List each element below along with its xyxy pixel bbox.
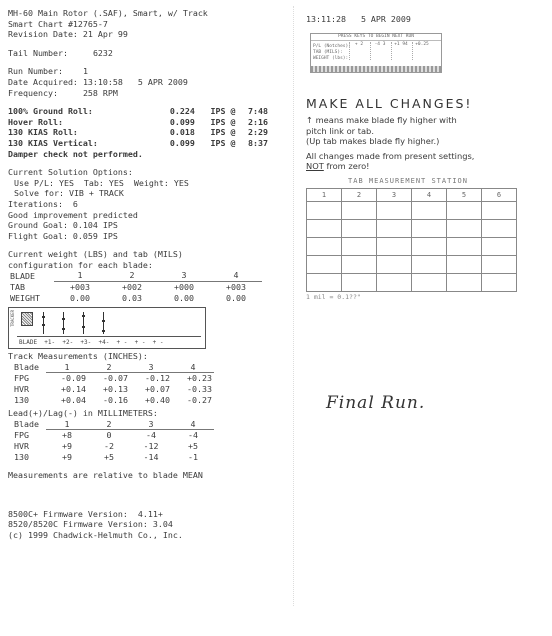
- leadlag-cell: +5: [188, 441, 198, 451]
- roll-row: [8, 138, 268, 149]
- roll-clock: 2:29: [248, 127, 268, 138]
- stamp-cell: -4 3: [370, 42, 389, 60]
- stamp-bottom-band: [311, 66, 441, 72]
- track-cell: +0.40: [145, 394, 170, 405]
- config-title-line2: configuration for each blade:: [8, 259, 153, 270]
- roll-unit: IPS @: [210, 137, 236, 148]
- strip-mark: [62, 328, 65, 330]
- grid-cell: [447, 274, 482, 292]
- blade-number: 3: [158, 270, 210, 281]
- leadlag-cell: +5: [104, 451, 114, 462]
- grid-cell: [307, 238, 342, 256]
- grid-cell: [482, 202, 517, 220]
- grid-cell: [447, 256, 482, 274]
- track-cell: -0.16: [103, 394, 128, 405]
- track-cell: +0.14: [61, 384, 86, 395]
- leadlag-row: [8, 452, 214, 463]
- track-blade-number: 4: [172, 362, 214, 373]
- roll-clock: 2:16: [248, 116, 268, 127]
- run-number-row: [8, 66, 286, 77]
- grid-cell: [447, 238, 482, 256]
- roll-label: 130 KIAS Roll:: [8, 127, 78, 138]
- grid-row: [307, 274, 517, 292]
- grid-row: [307, 202, 517, 220]
- roll-label: Hover Roll:: [8, 116, 63, 127]
- grid-footnote: 1 mil = 0.1??": [306, 293, 361, 302]
- frequency-row: [8, 88, 286, 99]
- grid-cell: [482, 274, 517, 292]
- grid-cell: [482, 256, 517, 274]
- make-all-changes-heading: MAKE ALL CHANGES!: [306, 95, 473, 111]
- date-acquired-value: 13:10:58 5 APR 2009: [82, 76, 188, 87]
- grid-cell: [342, 220, 377, 238]
- grid-header-cell: 4: [412, 189, 447, 202]
- roll-row: [8, 106, 268, 117]
- stamp-cell: + 2: [349, 42, 368, 60]
- leadlag-row: [8, 430, 214, 441]
- track-cell: +0.04: [61, 394, 86, 405]
- run-number-value: 1: [82, 66, 88, 77]
- roll-clock: 7:48: [248, 106, 268, 117]
- flight-goal-line: Flight Goal: 0.059 IPS: [8, 230, 118, 241]
- roll-unit: IPS @: [210, 116, 236, 127]
- tab-measurement-grid: [306, 188, 517, 292]
- track-blade-number: 1: [46, 362, 88, 373]
- config-cell: +002: [122, 282, 142, 293]
- grid-row: [307, 220, 517, 238]
- track-cell: +0.07: [145, 384, 170, 395]
- grid-row: [307, 256, 517, 274]
- note-line-1: ↑ means make blade fly higher with: [306, 115, 457, 126]
- copyright-line: (c) 1999 Chadwick-Helmuth Co., Inc.: [8, 529, 183, 540]
- tail-number-row: [8, 48, 286, 59]
- leadlag-row-label: 130: [14, 451, 29, 462]
- ground-goal-line: Ground Goal: 0.104 IPS: [8, 220, 118, 231]
- config-row: [8, 293, 262, 304]
- track-row: [8, 384, 214, 395]
- leadlag-blade-number: 4: [172, 419, 214, 430]
- track-row: [8, 395, 214, 406]
- grid-cell: [307, 220, 342, 238]
- strip-side-label: TRACKER: [10, 310, 15, 328]
- grid-header-cell: 3: [377, 189, 412, 202]
- config-row-label: WEIGHT: [10, 292, 40, 303]
- right-column: [306, 14, 546, 413]
- grid-cell: [377, 256, 412, 274]
- config-cell: 0.00: [226, 292, 246, 303]
- blade-number: 2: [106, 270, 158, 281]
- track-row-label: 130: [14, 394, 29, 405]
- grid-cell: [482, 220, 517, 238]
- roll-label: 100% Ground Roll:: [8, 106, 93, 117]
- strip-mark: [102, 330, 105, 332]
- blade-number: 4: [210, 270, 262, 281]
- track-cell: +0.13: [103, 384, 128, 395]
- track-blade-label: Blade: [14, 362, 39, 373]
- track-cell: -0.07: [103, 373, 128, 384]
- firmware-line-1: 8500C+ Firmware Version: 4.11+: [8, 508, 163, 519]
- stamp-row-label: WEIGHT (lbs):: [313, 55, 349, 61]
- date-acquired-label: Date Acquired:: [8, 76, 78, 87]
- right-timestamp: 13:11:28 5 APR 2009: [306, 14, 411, 24]
- stamp-cell: +0.25: [412, 42, 431, 60]
- damper-note: Damper check not performed.: [8, 148, 143, 159]
- next-run-stamp: [310, 33, 442, 73]
- track-blade-number: 3: [130, 362, 172, 373]
- grid-header-cell: 2: [342, 189, 377, 202]
- track-header-row: [8, 362, 214, 373]
- strip-mark: [82, 315, 85, 317]
- grid-cell: [412, 238, 447, 256]
- config-cell: +003: [226, 282, 246, 293]
- note-line-3: (Up tab makes blade fly higher.): [306, 136, 440, 147]
- handwritten-note: Final Run.: [326, 393, 426, 413]
- leadlag-cell: -4: [146, 430, 156, 441]
- grid-cell: [342, 202, 377, 220]
- track-cell: -0.33: [187, 384, 212, 395]
- config-cell: 0.03: [122, 292, 142, 303]
- config-cell: 0.00: [174, 292, 194, 303]
- strip-mark: [62, 318, 65, 320]
- left-column: [8, 8, 286, 541]
- strip-blade-line: BLADE +1- +2- +3- +4- + - + - + -: [19, 339, 164, 347]
- blade-header-label: BLADE: [10, 270, 35, 281]
- grid-header-cell: 5: [447, 189, 482, 202]
- solution-options-title: Current Solution Options:: [8, 167, 133, 178]
- track-strip-graphic: [8, 307, 206, 349]
- strip-mark: [42, 316, 45, 318]
- tail-number-label: Tail Number:: [8, 47, 68, 58]
- leadlag-cell: +8: [62, 430, 72, 441]
- frequency-label: Frequency:: [8, 87, 58, 98]
- improvement-line: Good improvement predicted: [8, 209, 138, 220]
- grid-cell: [447, 220, 482, 238]
- config-row: [8, 282, 262, 293]
- leadlag-blade-label: Blade: [14, 419, 39, 430]
- track-cell: -0.09: [61, 373, 86, 384]
- track-blade-number: 2: [88, 362, 130, 373]
- relative-note: Measurements are relative to blade MEAN: [8, 470, 203, 481]
- note-line-5-rest: from zero!: [323, 161, 370, 172]
- leadlag-cell: -1: [188, 451, 198, 462]
- grid-cell: [307, 202, 342, 220]
- leadlag-row-label: FPG: [14, 430, 29, 441]
- run-number-label: Run Number:: [8, 66, 63, 77]
- track-cell: -0.27: [187, 394, 212, 405]
- grid-cell: [377, 220, 412, 238]
- leadlag-cell: -12: [143, 441, 159, 451]
- grid-cell: [307, 256, 342, 274]
- grid-header-cell: 1: [307, 189, 342, 202]
- note-line-2: pitch link or tab.: [306, 125, 374, 136]
- stamp-cells: [349, 42, 437, 62]
- leadlag-header-row: [8, 419, 214, 430]
- report-title: MH-60 Main Rotor (.SAF), Smart, w/ Track: [8, 8, 208, 18]
- config-header-row: [8, 270, 262, 281]
- roll-unit: IPS @: [210, 127, 236, 138]
- tail-number-value: 6232: [92, 47, 113, 58]
- stamp-row-label: P/L (Notches):: [313, 43, 351, 49]
- config-title-line1: Current weight (LBS) and tab (MILS): [8, 249, 183, 260]
- strip-bar: [63, 312, 64, 334]
- not-emphasis: NOT: [306, 161, 324, 172]
- grid-cell: [377, 238, 412, 256]
- grid-cell: [377, 202, 412, 220]
- solve-for-line: Solve for: VIB + TRACK: [14, 188, 124, 199]
- grid-header-cell: 6: [482, 189, 517, 202]
- track-title: Track Measurements (INCHES):: [8, 351, 148, 362]
- tab-grid-title: TAB MEASUREMENT STATION: [348, 176, 468, 185]
- stamp-title: PRESS KEYS TO BEGIN NEXT RUN: [311, 34, 441, 41]
- grid-cell: [377, 274, 412, 292]
- leadlag-cell: +9: [62, 451, 72, 462]
- track-row-label: HVR: [14, 384, 29, 395]
- stamp-cell: +1 94: [391, 42, 410, 60]
- strip-logo-icon: [21, 312, 33, 326]
- note-line-5: [306, 161, 546, 172]
- leadlag-blade-number: 2: [88, 419, 130, 430]
- grid-cell: [447, 202, 482, 220]
- smart-chart-line: Smart Chart #12765-7: [8, 18, 108, 29]
- leadlag-table: [8, 419, 214, 462]
- grid-cell: [482, 238, 517, 256]
- track-table: [8, 362, 214, 405]
- leadlag-blade-number: 1: [46, 419, 88, 430]
- grid-cell: [412, 202, 447, 220]
- config-row-label: TAB: [10, 281, 25, 292]
- roll-value: 0.224: [169, 106, 195, 117]
- date-acquired-row: [8, 77, 286, 88]
- grid-cell: [342, 274, 377, 292]
- stamp-row-labels: [313, 44, 351, 62]
- leadlag-blade-number: 3: [130, 419, 172, 430]
- firmware-line-2: 8520/8520C Firmware Version: 3.04: [8, 519, 173, 530]
- roll-row: [8, 127, 268, 138]
- frequency-value: 258 RPM: [82, 87, 118, 98]
- leadlag-cell: -4: [188, 430, 198, 441]
- track-cell: +0.23: [187, 373, 212, 384]
- roll-value: 0.099: [169, 116, 195, 127]
- grid-cell: [412, 220, 447, 238]
- roll-row: [8, 117, 268, 128]
- leadlag-cell: 0: [106, 430, 112, 441]
- column-divider: [293, 6, 294, 606]
- config-cell: +003: [70, 282, 90, 293]
- strip-mark: [102, 320, 105, 322]
- leadlag-cell: -2: [104, 441, 114, 451]
- leadlag-cell: +9: [62, 441, 72, 451]
- grid-cell: [412, 274, 447, 292]
- revision-date-line: Revision Date: 21 Apr 99: [8, 29, 128, 40]
- leadlag-cell: -14: [143, 451, 159, 462]
- roll-value: 0.018: [169, 127, 195, 138]
- solution-options-line: Use P/L: YES Tab: YES Weight: YES: [14, 177, 189, 188]
- config-cell: 0.00: [70, 292, 90, 303]
- config-table: [8, 270, 262, 303]
- track-row-label: FPG: [14, 373, 29, 384]
- config-cell: +000: [174, 282, 194, 293]
- stamp-row-label: TAB (MILS):: [313, 49, 343, 55]
- strip-mark: [82, 326, 85, 328]
- leadlag-row: [8, 441, 214, 452]
- strip-baseline: [17, 336, 201, 337]
- track-cell: -0.12: [145, 373, 170, 384]
- note-line-4: All changes made from present settings,: [306, 150, 475, 161]
- grid-row: [307, 238, 517, 256]
- roll-clock: 8:37: [248, 137, 268, 148]
- grid-cell: [412, 256, 447, 274]
- track-row: [8, 373, 214, 384]
- roll-unit: IPS @: [210, 106, 236, 117]
- grid-cell: [342, 238, 377, 256]
- strip-mark: [42, 324, 45, 326]
- leadlag-row-label: HVR: [14, 441, 29, 451]
- iterations-line: Iterations: 6: [8, 198, 78, 209]
- blade-number: 1: [54, 270, 106, 281]
- roll-results-table: [8, 106, 268, 148]
- roll-value: 0.099: [169, 137, 195, 148]
- grid-cell: [342, 256, 377, 274]
- roll-label: 130 KIAS Vertical:: [8, 137, 98, 148]
- grid-cell: [307, 274, 342, 292]
- leadlag-title: Lead(+)/Lag(-) in MILLIMETERS:: [8, 408, 158, 419]
- grid-header-row: [307, 189, 517, 202]
